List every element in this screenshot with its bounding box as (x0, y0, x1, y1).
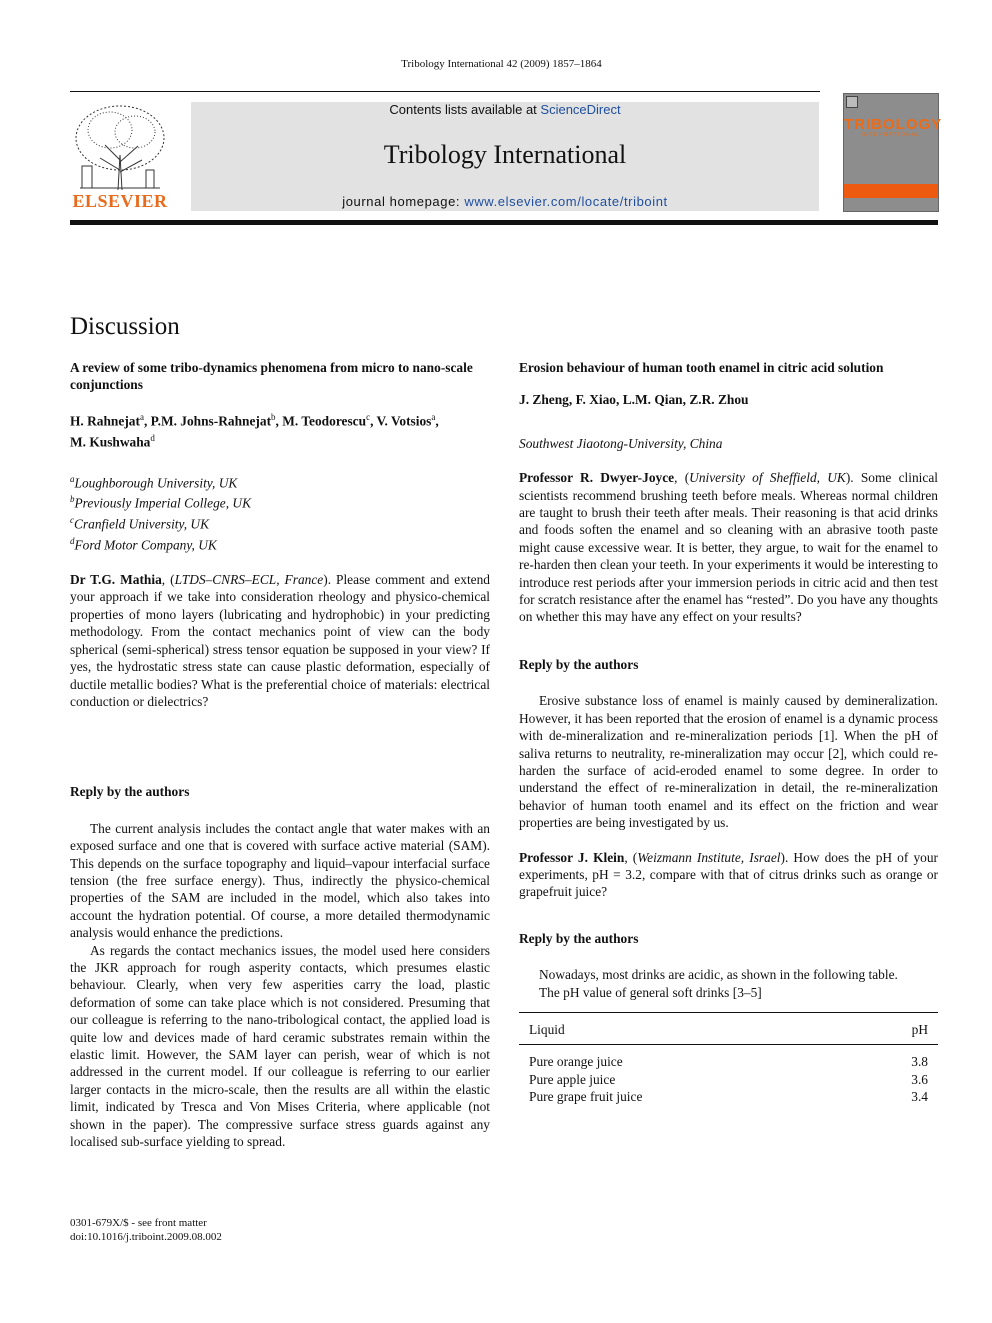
table-cell: 3.4 (911, 1089, 928, 1105)
author: M. Kushwaha (70, 434, 151, 450)
left-article-title: A review of some tribo-dynamics phenomena from micro to nano-scale conjunctions (70, 360, 473, 393)
author: V. Votsios (376, 413, 432, 429)
left-reply-paragraph: The current analysis includes the contact angle that water makes with an exposed surface and one that is covered with surface active material (SAM). This depends on the surface topography and liquid–vapour interfacial surface tension (the free surface energy). Thus, indirectly the physico-chemical properties of the SAM are included in the model, which also takes into account the hydration potential. Of course, a more detailed thermodynamic analysis would enhance the predictions. (70, 820, 490, 941)
elsevier-tree-icon (70, 100, 170, 192)
cover-corner-mark (846, 96, 858, 108)
left-affiliations (70, 471, 490, 555)
page-footer (70, 1216, 222, 1244)
author: J. Zheng (519, 392, 569, 408)
elsevier-logo (70, 100, 170, 212)
homepage-line (191, 194, 819, 209)
questioner-name: Dr T.G. Mathia (70, 572, 162, 588)
table-header-cell: pH (848, 1013, 939, 1045)
author: F. Xiao (575, 392, 616, 408)
question-text: Please comment and extend your approach if we take into consideration rheology and physico-chemical properties of mono layers (lubricating and hydrophobic) in your predicting methodology. From the contact mechanics point of view can the body spherical (semi-spherical) stress tensor equation be supposed in your view? If yes, the hydrostatic stress state can cause plastic deformation, especially of ductile metallic bodies? What is the preferential choice of materials: electrical conduction or dielectrics? (70, 572, 490, 709)
questioner-affiliation: Weizmann Institute, Israel (637, 849, 781, 865)
question-text: How does the pH of your experiments, pH = 3.2, compare with that of citrus drinks such as orange or grapefruit juice? (519, 849, 938, 900)
left-reply-paragraph: As regards the contact mechanics issues, the model used here considers the JKR approach for rough asperity contacts, which presumes elastic behaviour. Clearly, when very few asperities carry the load, plastic deformation of some can take place which is not considered. Presuming that our colleague is referring to the nano-tribological contact, the applied load is quite low and devices made of hard ceramic substrates remain within the elastic limit. However, the SAM layer can perish, wear of which is not addressed in the current model. If our colleague is referring to our earlier larger contacts in the micro-scale, then the results are all within the elastic limit, indicated by Tresca and Von Mises Criteria, where applicable (not shown in the paper). The compressive surface stress guards against any localised sub-surface yielding to spread. (70, 942, 490, 1150)
left-article-authors: H. Rahnejat$^a$, P.M. Johns-Rahnejat$^b$, M. Teodorescu$^c$, V. Votsios$^a$, M. Kushwaha$^d$ (70, 411, 439, 450)
table-row (519, 1071, 938, 1088)
question-text: Some clinical scientists recommend brushing teeth before meals. Whereas normal children are taught to brush their teeth after meals. Their reasoning is that acid drinks and foods soften the enamel and so cleaning with an abrasive tooth paste might cause excessive wear. It is better, they argue, to wait for the enamel to re-harden then clean your teeth. In your experiments it would be interesting to introduce rest periods after your immersion periods in citric acid and then test for scratch resistance after the enamel has “rested”. Do you have any thoughts on whether this may have any effect on your results? (519, 470, 938, 625)
questioner-affiliation: LTDS–CNRS–ECL, France (174, 572, 324, 588)
table-cell: Pure grape fruit juice (529, 1089, 643, 1105)
table-header-cell: Liquid (519, 1013, 848, 1045)
table-cell: 3.8 (911, 1054, 928, 1070)
author: P.M. Johns-Rahnejat (150, 413, 272, 429)
left-column (70, 359, 490, 1150)
affiliation: $^c$Cranfield University, UK (70, 515, 210, 532)
right-reply-2: Nowadays, most drinks are acidic, as shown in the following table. (539, 967, 898, 983)
homepage-prefix: journal homepage: (342, 194, 465, 209)
cover-subtitle: INTERNATIONAL (861, 132, 921, 138)
affiliation: $^b$Previously Imperial College, UK (70, 494, 252, 511)
journal-title: Tribology International (383, 140, 627, 169)
author: M. Teodorescu (282, 413, 367, 429)
running-header: Tribology International 42 (2009) 1857–1864 (401, 58, 602, 70)
header-thick-rule (70, 220, 938, 225)
table-cell: 3.6 (911, 1071, 928, 1087)
homepage-link[interactable]: www.elsevier.com/locate/triboint (464, 194, 668, 209)
author: H. Rahnejat (70, 413, 140, 429)
author: Z.R. Zhou (689, 392, 749, 408)
table-caption: The pH value of general soft drinks [3–5] (539, 984, 762, 1000)
contents-prefix: Contents lists available at (389, 102, 541, 117)
cover-stripe (844, 184, 938, 198)
cover-title: TRIBOLOGY (844, 116, 943, 133)
ph-table-wrapper (519, 1012, 938, 1106)
questioner-affiliation: University of Sheffield, UK (689, 470, 846, 486)
table-row (519, 1088, 938, 1105)
section-title: Discussion (70, 313, 180, 340)
affiliation: $^d$Ford Motor Company, UK (70, 536, 217, 553)
journal-banner (191, 102, 819, 211)
sciencedirect-link[interactable]: ScienceDirect (540, 102, 621, 117)
questioner-name: Professor R. Dwyer-Joyce (519, 470, 675, 486)
journal-cover-thumbnail (843, 93, 943, 212)
right-reply-heading-1: Reply by the authors (519, 656, 639, 672)
right-affiliation: Southwest Jiaotong-University, China (519, 435, 723, 451)
affiliation: $^a$Loughborough University, UK (70, 473, 238, 491)
table-cell: Pure orange juice (529, 1054, 623, 1070)
header-rule (70, 91, 820, 92)
right-reply-1: Erosive substance loss of enamel is mainly caused by demineralization. However, it has been reported that the erosion of enamel is a dynamic process with de-mineralization and re-mineralization periods [1]. When the pH of saliva returns to neutrality, re-mineralization may occur [2], which could re-harden the surface of acid-eroded enamel to some degree. In order to understand the effect of re-mineralization in detail, the re-mineralization behavior of human tooth enamel and its effect on the friction and wear properties are being investigated by us. (519, 693, 938, 831)
table-header-row (519, 1013, 938, 1045)
questioner-name: Professor J. Klein (519, 849, 625, 865)
contents-line (191, 102, 819, 117)
table-cell: Pure apple juice (529, 1071, 616, 1087)
publisher-name: ELSEVIER (72, 191, 168, 211)
table-row (519, 1045, 938, 1071)
right-question-1: Professor R. Dwyer-Joyce, (University of Sheffield, UK). Some clinical scientists recommend brushing teeth before meals. Whereas normal children are taught to brush their teeth after meals. Their reasoning is that acid drinks and foods soften the enamel and so cleaning with an abrasive tooth paste might cause excessive wear. It is better, they argue, to wait for the enamel to re-harden then clean your teeth. In your experiments it would be interesting to introduce rest periods after your immersion periods in citric acid and then test for scratch resistance after the enamel has “rested”. Do you have any thoughts on whether this may have any effect on your results? (519, 470, 938, 625)
right-question-2: Professor J. Klein, (Weizmann Institute, Israel). How does the pH of your experiments, pH = 3.2, compare with that of citrus drinks such as orange or grapefruit juice? (519, 849, 938, 900)
right-article-authors: J. Zheng, F. Xiao, L.M. Qian, Z.R. Zhou (519, 392, 749, 408)
right-article-title: Erosion behaviour of human tooth enamel in citric acid solution (519, 360, 884, 375)
right-reply-heading-2: Reply by the authors (519, 930, 639, 946)
ph-table (519, 1013, 938, 1106)
left-question: Dr T.G. Mathia, (LTDS–CNRS–ECL, France). Please comment and extend your approach if we take into consideration rheology and physico-chemical properties of mono layers (lubricating and hydrophobic) in your predicting methodology. From the contact mechanics point of view can the body spherical (semi-spherical) stress tensor equation be supposed in your view? If yes, the hydrostatic stress state can cause plastic deformation, especially of ductile metallic bodies? What is the preferential choice of materials: electrical conduction or dielectrics? (70, 572, 490, 709)
footer-doi[interactable]: doi:10.1016/j.triboint.2009.08.002 (70, 1231, 222, 1243)
author: L.M. Qian (622, 392, 683, 408)
right-column (519, 359, 938, 1106)
left-reply-heading: Reply by the authors (70, 784, 190, 800)
footer-front-matter: 0301-679X/$ - see front matter (70, 1217, 207, 1229)
